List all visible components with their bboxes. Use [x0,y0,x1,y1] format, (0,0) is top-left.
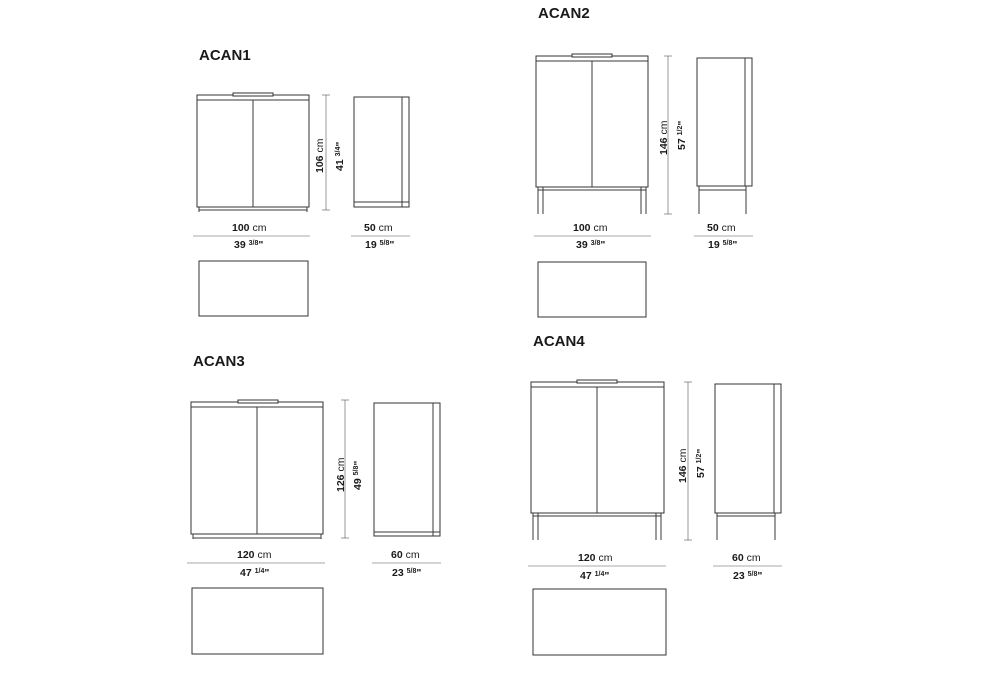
handle [572,54,612,57]
svg-text:120 cm: 120 cm [578,552,613,564]
height-dimension [314,95,346,210]
model-acan4 [528,333,782,655]
front-view [191,400,323,539]
svg-text:19 5/8": 19 $^{5/8}$" [365,239,395,251]
svg-text:57 1/2": 57 $^{1/2}$" [676,120,688,150]
depth-dimension [372,549,441,579]
svg-text:60 cm: 60 cm [732,552,761,564]
svg-text:50 cm: 50 cm [364,222,393,234]
side-view [374,403,440,536]
top-view [538,262,646,317]
svg-text:60 cm: 60 cm [391,549,420,561]
width-cm: 100 [232,222,250,234]
width-dimension [187,549,325,579]
height-cm: 146 [658,137,670,155]
model-acan1 [193,47,410,316]
width-cm: 120 [578,552,596,564]
handle [238,400,278,403]
model-title: ACAN4 [533,333,585,350]
model-title: ACAN2 [538,5,590,22]
width-cm: 100 [573,222,591,234]
side-view [697,58,752,214]
height-in: 49 [352,478,364,490]
model-title: ACAN1 [199,47,251,64]
svg-text:100 cm: 100 cm [573,222,608,234]
height-cm: 106 [314,155,326,173]
model-acan3 [187,353,441,654]
svg-text:100 cm: 100 cm [232,222,267,234]
height-in: 57 [676,138,688,150]
height-cm: 146 [677,465,689,483]
svg-text:120 cm: 120 cm [237,549,272,561]
svg-text:41 3/4": 41 $^{3/4}$" [334,141,346,171]
width-dimension [534,222,651,251]
depth-in: 19 [708,239,720,251]
model-acan2 [534,5,753,317]
model-title: ACAN3 [193,353,245,370]
depth-in: 19 [365,239,377,251]
handle [577,380,617,383]
svg-text:23 5/8": 23 $^{5/8}$" [733,570,763,582]
svg-text:39 3/8": 39 $^{3/8}$" [234,239,264,251]
top-view [533,589,666,655]
svg-text:50 cm: 50 cm [707,222,736,234]
svg-text:49 5/8": 49 $^{5/8}$" [352,460,364,490]
front-view [531,380,664,540]
height-in: 41 [334,159,346,171]
svg-text:106 cm: 106 cm [314,138,326,173]
height-dimension [658,56,688,214]
height-cm: 126 [335,474,347,492]
side-view [715,384,781,540]
width-in: 39 [234,239,246,251]
svg-text:47 1/4": 47 $^{1/4}$" [240,567,270,579]
width-dimension [193,222,310,251]
svg-text:47 1/4": 47 $^{1/4}$" [580,570,610,582]
depth-dimension [351,222,410,251]
top-view [192,588,323,654]
svg-text:23 5/8": 23 $^{5/8}$" [392,567,422,579]
width-in: 39 [576,239,588,251]
height-dimension [335,400,364,538]
svg-text:146 cm: 146 cm [677,448,689,483]
depth-in: 23 [733,570,745,582]
side-view [354,97,409,207]
front-view [536,54,648,214]
depth-cm: 50 [364,222,376,234]
top-view [199,261,308,316]
height-dimension [677,382,707,540]
depth-dimension [713,552,782,582]
handle [233,93,273,96]
depth-cm: 50 [707,222,719,234]
depth-cm: 60 [732,552,744,564]
svg-text:57 1/2": 57 $^{1/2}$" [695,448,707,478]
width-in: 47 [240,567,252,579]
depth-dimension [694,222,753,251]
svg-text:19 5/8": 19 $^{5/8}$" [708,239,738,251]
width-dimension [528,552,666,582]
svg-text:39 3/8": 39 $^{3/8}$" [576,239,606,251]
front-view [197,93,309,212]
svg-text:126 cm: 126 cm [335,457,347,492]
depth-in: 23 [392,567,404,579]
width-cm: 120 [237,549,255,561]
width-in: 47 [580,570,592,582]
depth-cm: 60 [391,549,403,561]
svg-text:146 cm: 146 cm [658,120,670,155]
height-in: 57 [695,466,707,478]
